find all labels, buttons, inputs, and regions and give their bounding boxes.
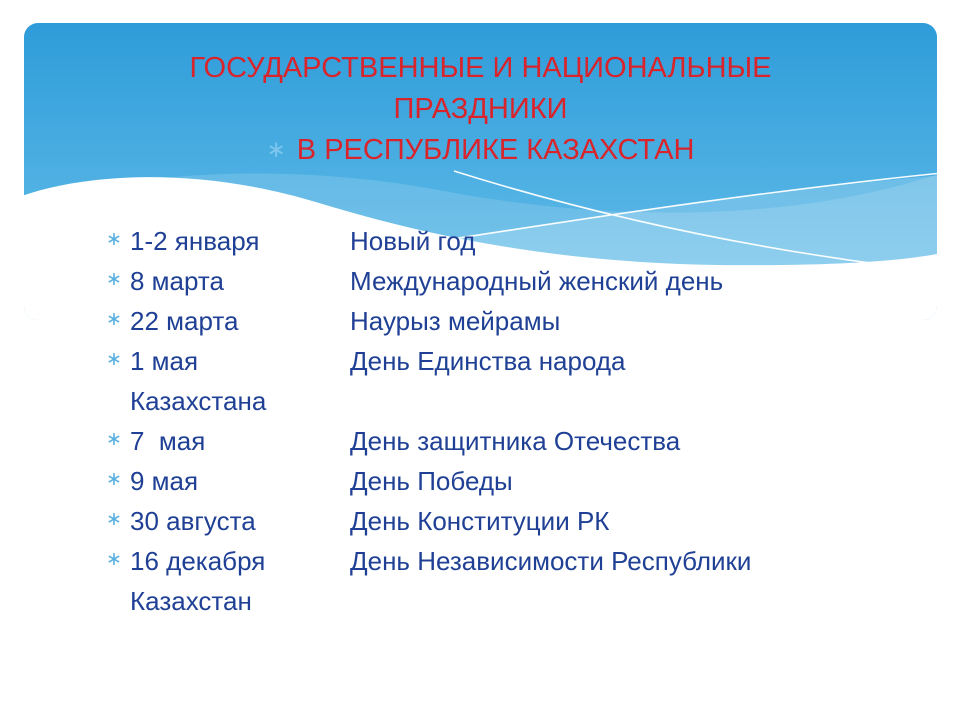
holiday-name: Международный женский день (350, 266, 724, 296)
list-item (106, 261, 886, 301)
bullet-asterisk-icon: ∗ (106, 509, 122, 530)
holiday-date: 7 мая (130, 426, 206, 456)
holiday-name-continuation: Казахстана (130, 386, 267, 416)
holiday-name: Наурыз мейрамы (350, 306, 561, 336)
bullet-asterisk-icon: ∗ (106, 469, 122, 490)
title-line-3-text: В РЕСПУБЛИКЕ КАЗАХСТАН (296, 134, 695, 166)
bullet-asterisk-icon: ∗ (106, 269, 122, 290)
title-line-1: ГОСУДАРСТВЕННЫЕ И НАЦИОНАЛЬНЫЕ (189, 52, 772, 84)
holiday-date: 9 мая (130, 466, 199, 496)
holiday-date: 22 марта (130, 306, 239, 336)
holiday-name: Новый год (350, 226, 476, 256)
holiday-name: День Независимости Республики (350, 546, 752, 576)
list-item (106, 501, 886, 541)
holiday-name: День Победы (350, 466, 513, 496)
list-item (106, 461, 886, 501)
list-item (106, 301, 886, 341)
holiday-date: 16 декабря (130, 546, 266, 576)
slide-title (24, 48, 937, 172)
bullet-asterisk-icon: ∗ (106, 549, 122, 570)
bullet-asterisk-icon: ∗ (106, 229, 122, 250)
holiday-name: День Единства народа (350, 346, 626, 376)
list-item (106, 541, 886, 621)
list-item (106, 221, 886, 261)
holiday-name: День защитника Отечества (350, 426, 681, 456)
holiday-name: День Конституции РК (350, 506, 610, 536)
bullet-asterisk-icon: ∗ (106, 309, 122, 330)
bullet-asterisk-icon: ∗ (106, 349, 122, 370)
list-item (106, 341, 886, 421)
holiday-date: 1-2 января (130, 226, 260, 256)
holiday-date: 1 мая (130, 346, 199, 376)
list-item (106, 421, 886, 461)
holiday-date: 8 марта (130, 266, 224, 296)
holiday-name-continuation: Казахстан (130, 586, 252, 616)
bullet-asterisk-icon: ∗ (106, 429, 122, 450)
title-bullet-asterisk-icon: ∗ (266, 136, 286, 162)
holiday-date: 30 августа (130, 506, 256, 536)
title-line-3 (24, 130, 937, 172)
holiday-list (106, 221, 886, 621)
title-line-2: ПРАЗДНИКИ (393, 93, 568, 125)
